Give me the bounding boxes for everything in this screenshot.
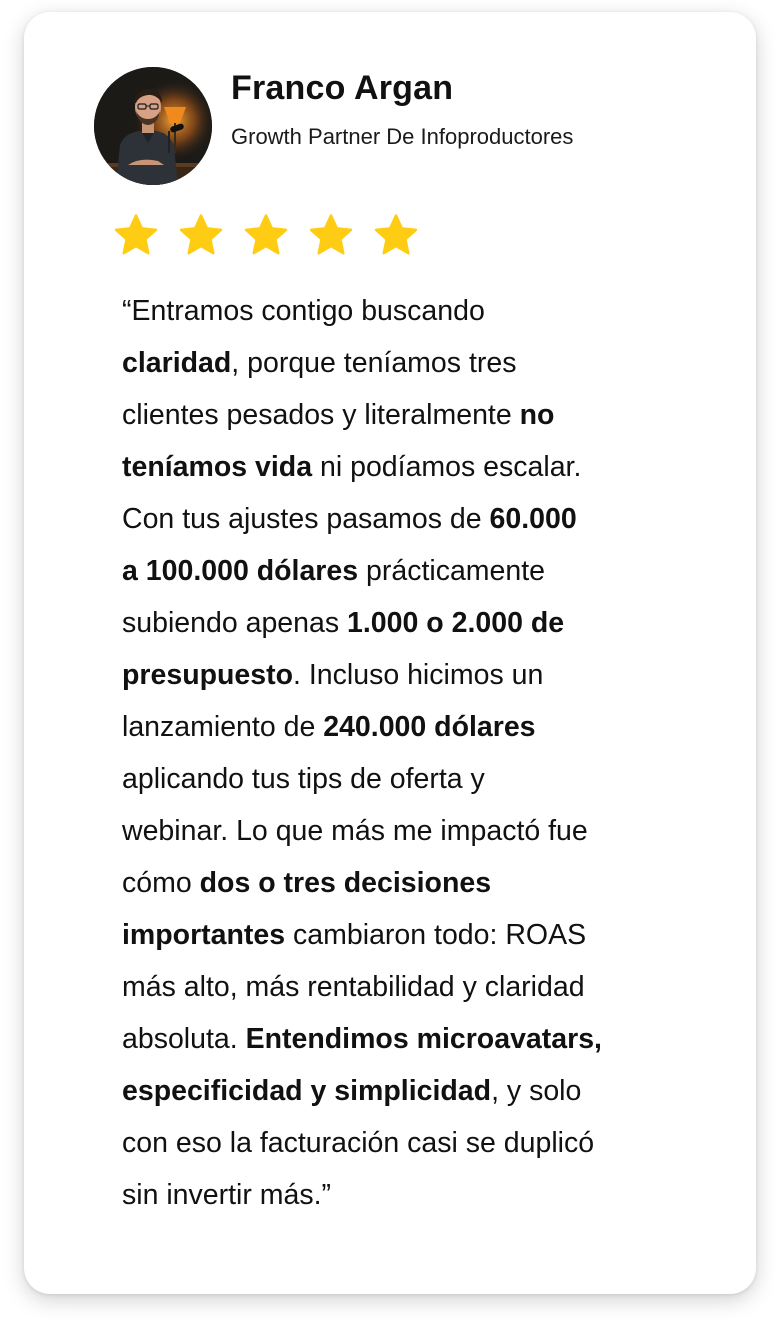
- quote-highlight: no: [519, 399, 555, 431]
- quote-highlight: 60.000: [489, 503, 577, 535]
- quote-text: prácticamente: [358, 555, 546, 587]
- quote-line: [122, 701, 722, 753]
- star-icon: [372, 212, 420, 260]
- quote-line: [122, 805, 722, 857]
- quote-text: . Incluso hicimos un: [293, 659, 544, 691]
- quote-highlight: teníamos vida: [122, 451, 313, 483]
- quote-text: “Entramos contigo buscando: [122, 295, 485, 327]
- quote-text: más alto, más rentabilidad y claridad: [122, 971, 585, 1003]
- quote-text: , porque teníamos tres: [231, 347, 517, 379]
- quote-highlight: presupuesto: [122, 659, 294, 691]
- quote-highlight: dos o tres decisiones: [199, 867, 492, 899]
- person-name: Franco Argan: [231, 69, 454, 107]
- quote-line: [122, 1117, 722, 1169]
- quote-text: cambiaron todo: ROAS: [285, 919, 587, 951]
- person-role: Growth Partner De Infoproductores: [231, 124, 574, 149]
- quote-text: cómo: [122, 867, 200, 899]
- avatar: [94, 67, 212, 185]
- quote-highlight: claridad: [122, 347, 232, 379]
- quote-line: [122, 1013, 722, 1065]
- quote-line: [122, 1065, 722, 1117]
- star-icon: [307, 212, 355, 260]
- quote-text: subiendo apenas: [122, 607, 348, 639]
- quote-text: , y solo: [491, 1075, 582, 1107]
- quote-line: [122, 337, 722, 389]
- quote-highlight: 1.000 o 2.000 de: [347, 607, 565, 639]
- star-icon: [177, 212, 225, 260]
- quote-text: Con tus ajustes pasamos de: [122, 503, 490, 535]
- quote-highlight: 240.000 dólares: [323, 711, 536, 743]
- quote-line: [122, 909, 722, 961]
- quote-line: [122, 1169, 722, 1221]
- quote-line: [122, 441, 722, 493]
- star-rating: [112, 212, 420, 260]
- quote-line: [122, 857, 722, 909]
- quote-line: [122, 493, 722, 545]
- quote-highlight: importantes: [122, 919, 286, 951]
- quote-text: sin invertir más.”: [122, 1179, 332, 1211]
- quote-text: webinar. Lo que más me impactó fue: [122, 815, 588, 847]
- quote-text: clientes pesados y literalmente: [122, 399, 520, 431]
- quote-line: [122, 285, 722, 337]
- quote-highlight: especificidad y simplicidad: [122, 1075, 492, 1107]
- testimonial-card: [24, 12, 756, 1294]
- testimonial-quote: [122, 285, 722, 1221]
- quote-highlight: a 100.000 dólares: [122, 555, 359, 587]
- quote-text: absoluta.: [122, 1023, 246, 1055]
- quote-text: ni podíamos escalar.: [312, 451, 582, 483]
- quote-text: aplicando tus tips de oferta y: [122, 763, 485, 795]
- quote-text: lanzamiento de: [122, 711, 324, 743]
- quote-line: [122, 545, 722, 597]
- quote-text: con eso la facturación casi se duplicó: [122, 1127, 595, 1159]
- quote-line: [122, 389, 722, 441]
- quote-line: [122, 649, 722, 701]
- quote-line: [122, 753, 722, 805]
- quote-highlight: Entendimos microavatars,: [245, 1023, 602, 1055]
- quote-line: [122, 961, 722, 1013]
- star-icon: [242, 212, 290, 260]
- quote-line: [122, 597, 722, 649]
- star-icon: [112, 212, 160, 260]
